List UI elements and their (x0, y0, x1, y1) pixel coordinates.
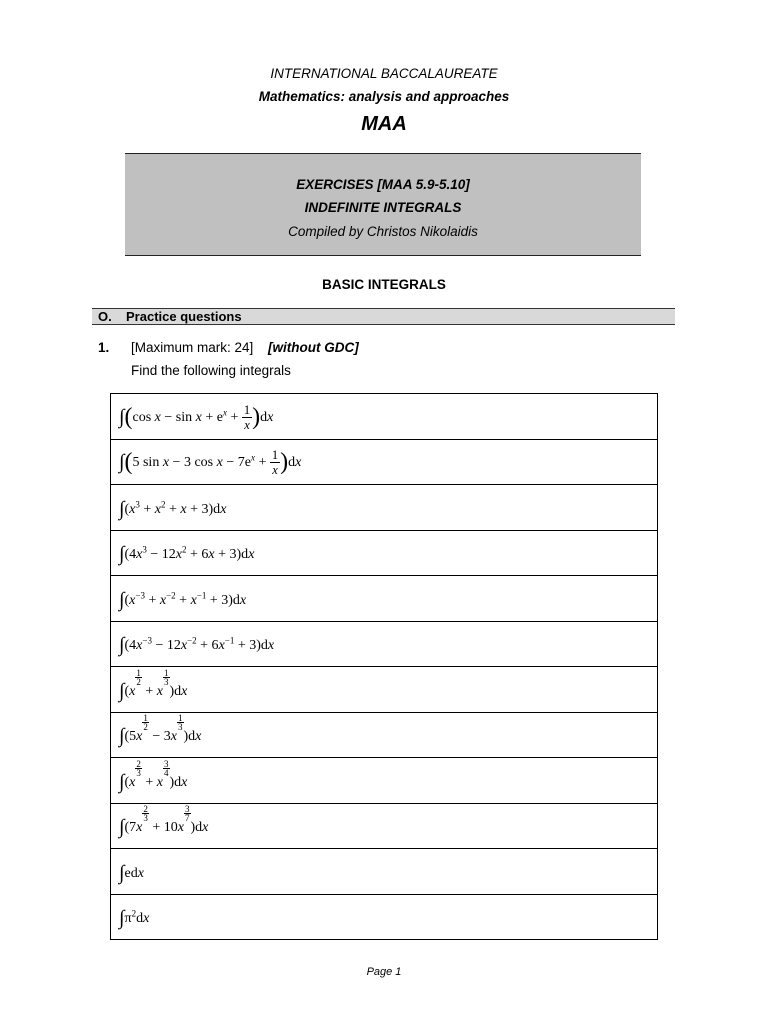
header-institution: INTERNATIONAL BACCALAUREATE (270, 66, 498, 81)
integral-expression: ∫(x $\frac{1}{2}$ + x $\frac{1}{3}$ )dx (119, 667, 188, 702)
table-row (111, 894, 658, 940)
table-row (111, 803, 658, 849)
integral-expression: ∫(5 sin x − 3 $\cos x - 7e^x$ + $\frac{1}{x}$ )dx (119, 448, 302, 478)
practice-bar-number: O. (98, 309, 112, 324)
integral-cell (111, 530, 658, 576)
table-row (111, 485, 658, 531)
integral-cell (111, 894, 658, 940)
table-row (111, 758, 658, 804)
integral-cell (111, 712, 658, 758)
header-course: Mathematics: analysis and approaches (258, 89, 510, 104)
integral-cell (111, 394, 658, 440)
table-row (111, 530, 658, 576)
integral-cell (111, 576, 658, 622)
integral-expression: $\int(x^{-3} + x^{-2} + x^{-1} + 3)dx$ (119, 588, 247, 611)
practice-bar-label: Practice questions (126, 309, 242, 324)
page-footer: Page 1 (366, 966, 402, 978)
integral-expression: ∫(cos $x - \sin x + e^x$ + $\frac{1}{x}$ )dx (119, 402, 274, 432)
question-gdc: [without GDC] (268, 340, 359, 355)
question-number: 1. (98, 340, 110, 355)
integral-expression: ∫(7x $\frac{2}{3}$ + 10x $\frac{3}{7}$ )dx (119, 804, 209, 839)
banner-exercises: EXERCISES [MAA 5.9-5.10] (296, 177, 470, 192)
integral-cell (111, 758, 658, 804)
table-row (111, 849, 658, 895)
integral-cell (111, 485, 658, 531)
question-instruction: Find the following integrals (131, 363, 291, 378)
header-code: MAA (361, 113, 407, 135)
banner-topic: INDEFINITE INTEGRALS (304, 200, 462, 215)
title-banner (125, 153, 641, 256)
integral-cell (111, 803, 658, 849)
table-row (111, 712, 658, 758)
question-marks: [Maximum mark: 24] (131, 340, 254, 355)
integral-cell (111, 667, 658, 713)
table-row (111, 576, 658, 622)
integral-cell (111, 439, 658, 485)
integrals-table (110, 393, 658, 940)
integral-expression: $\int(4x^3 - 12x^2 + 6x + 3)dx$ (119, 543, 255, 566)
integral-expression: ∫(x $\frac{2}{3}$ + x $\frac{3}{4}$ )dx (119, 758, 188, 793)
table-row (111, 394, 658, 440)
banner-author: Compiled by Christos Nikolaidis (288, 224, 478, 239)
integral-expression: $\int(x^3 + x^2 + x + 3)dx$ (119, 497, 227, 520)
integral-expression: ∫(5x $\frac{1}{2}$ − 3x $\frac{1}{3}$ )dx (119, 713, 202, 748)
section-title: BASIC INTEGRALS (322, 277, 446, 292)
table-row (111, 621, 658, 667)
table-row (111, 667, 658, 713)
integral-expression: $\int(4x^{-3} - 12x^{-2} + 6x^{-1} + 3)dx$ (119, 634, 275, 657)
table-row (111, 439, 658, 485)
integral-expression: ∫edx (119, 861, 144, 884)
integral-cell (111, 849, 658, 895)
integral-expression: $\int\pi^2dx$ (119, 907, 150, 930)
practice-questions-bar (92, 308, 675, 325)
integral-cell (111, 621, 658, 667)
